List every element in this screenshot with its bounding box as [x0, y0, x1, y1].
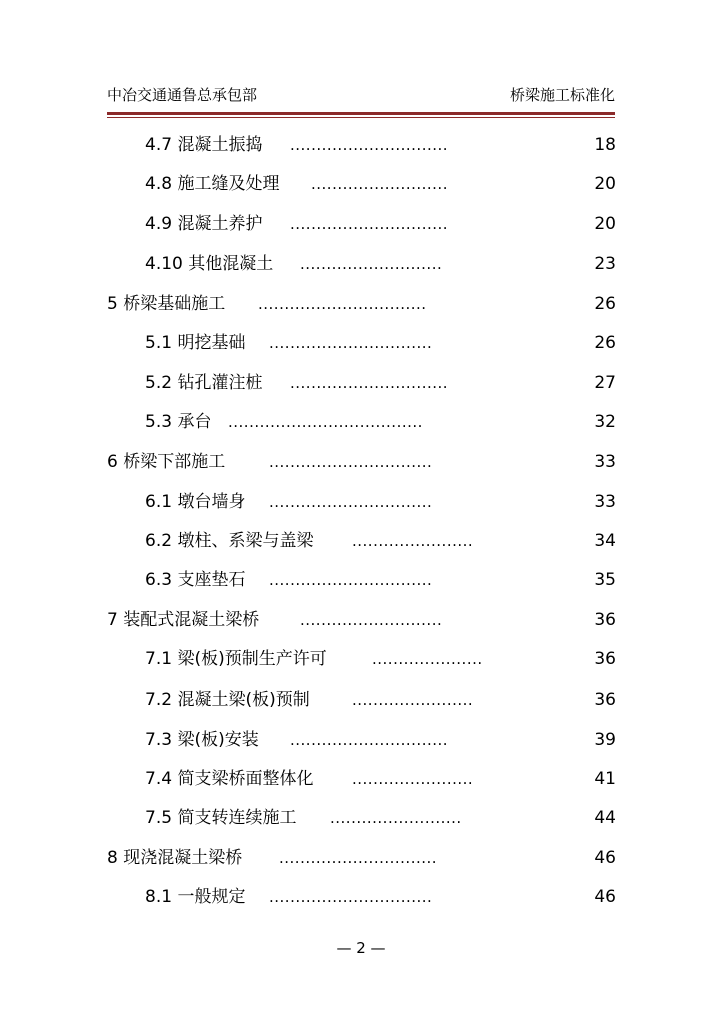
toc-leader-dots: .............................. — [279, 849, 438, 867]
toc-entry-label: 7.3 梁(板)安装 — [145, 730, 259, 750]
toc-entry-label: 6.2 墩柱、系梁与盖梁 — [145, 531, 314, 551]
toc-page-number: 36 — [594, 610, 616, 630]
toc-entry-label: 8.1 一般规定 — [145, 887, 246, 907]
toc-entry-label: 5 桥梁基础施工 — [107, 294, 226, 314]
toc-row — [0, 172, 722, 196]
toc-row — [0, 608, 722, 632]
toc-page-number: 26 — [594, 333, 616, 353]
toc-leader-dots: ................................ — [258, 295, 427, 313]
running-header-right: 桥梁施工标准化 — [509, 86, 615, 104]
toc-entry-label: 6.3 支座垫石 — [145, 570, 246, 590]
toc-page-number: 36 — [594, 690, 616, 710]
toc-entry-label: 7.1 梁(板)预制生产许可 — [145, 649, 327, 669]
toc-leader-dots: .............................. — [290, 215, 449, 233]
toc-leader-dots: ..................................... — [228, 413, 423, 431]
toc-entry-label: 4.10 其他混凝土 — [145, 254, 274, 274]
toc-row — [0, 371, 722, 395]
toc-row — [0, 133, 722, 157]
toc-row — [0, 688, 722, 712]
toc-row — [0, 647, 722, 671]
toc-row — [0, 806, 722, 830]
toc-row — [0, 292, 722, 316]
toc-leader-dots: ......................... — [330, 809, 462, 827]
toc-leader-dots: .............................. — [290, 374, 449, 392]
toc-leader-dots: ....................... — [352, 770, 474, 788]
toc-leader-dots: ............................... — [269, 888, 433, 906]
toc-page-number: 39 — [594, 730, 616, 750]
toc-row — [0, 331, 722, 355]
toc-entry-label: 7 装配式混凝土梁桥 — [107, 610, 260, 630]
toc-leader-dots: .............................. — [290, 136, 449, 154]
toc-row — [0, 490, 722, 514]
toc-entry-label: 8 现浇混凝土梁桥 — [107, 848, 243, 868]
toc-row — [0, 212, 722, 236]
toc-page-number: 35 — [594, 570, 616, 590]
toc-row — [0, 450, 722, 474]
toc-leader-dots: ..................... — [372, 650, 483, 668]
toc-leader-dots: ............................... — [269, 571, 433, 589]
toc-leader-dots: ............................... — [269, 493, 433, 511]
toc-leader-dots: ........................... — [300, 611, 443, 629]
toc-page-number: 23 — [594, 254, 616, 274]
toc-row — [0, 885, 722, 909]
toc-row — [0, 728, 722, 752]
toc-page-number: 46 — [594, 887, 616, 907]
toc-row — [0, 529, 722, 553]
toc-row — [0, 568, 722, 592]
toc-leader-dots: .............................. — [290, 731, 449, 749]
toc-entry-label: 5.3 承台 — [145, 412, 212, 432]
toc-leader-dots: ............................... — [269, 453, 433, 471]
toc-entry-label: 7.4 简支梁桥面整体化 — [145, 769, 314, 789]
toc-page-number: 41 — [594, 769, 616, 789]
toc-entry-label: 4.7 混凝土振捣 — [145, 135, 263, 155]
toc-page-number: 20 — [594, 214, 616, 234]
toc-page-number: 26 — [594, 294, 616, 314]
toc-row — [0, 410, 722, 434]
toc-page-number: 36 — [594, 649, 616, 669]
toc-leader-dots: ....................... — [352, 532, 474, 550]
toc-leader-dots: .......................... — [311, 175, 448, 193]
toc-leader-dots: ....................... — [352, 691, 474, 709]
toc-row — [0, 767, 722, 791]
toc-page-number: 20 — [594, 174, 616, 194]
toc-page-number: 44 — [594, 808, 616, 828]
toc-entry-label: 6 桥梁下部施工 — [107, 452, 226, 472]
toc-entry-label: 4.8 施工缝及处理 — [145, 174, 280, 194]
toc-entry-label: 7.5 简支转连续施工 — [145, 808, 297, 828]
toc-row — [0, 846, 722, 870]
toc-leader-dots: ............................... — [269, 334, 433, 352]
toc-page-number: 46 — [594, 848, 616, 868]
toc-entry-label: 5.1 明挖基础 — [145, 333, 246, 353]
toc-leader-dots: ........................... — [300, 255, 443, 273]
toc-entry-label: 4.9 混凝土养护 — [145, 214, 263, 234]
toc-page-number: 33 — [594, 492, 616, 512]
toc-page-number: 27 — [594, 373, 616, 393]
page-number-footer: — 2 — — [336, 939, 386, 957]
toc-page-number: 32 — [594, 412, 616, 432]
toc-page-number: 33 — [594, 452, 616, 472]
toc-entry-label: 6.1 墩台墙身 — [145, 492, 246, 512]
toc-entry-label: 7.2 混凝土梁(板)预制 — [145, 690, 310, 710]
toc-page-number: 18 — [594, 135, 616, 155]
toc-entry-label: 5.2 钻孔灌注桩 — [145, 373, 263, 393]
running-header-left: 中冶交通通鲁总承包部 — [107, 86, 258, 104]
toc-row — [0, 252, 722, 276]
toc-page-number: 34 — [594, 531, 616, 551]
